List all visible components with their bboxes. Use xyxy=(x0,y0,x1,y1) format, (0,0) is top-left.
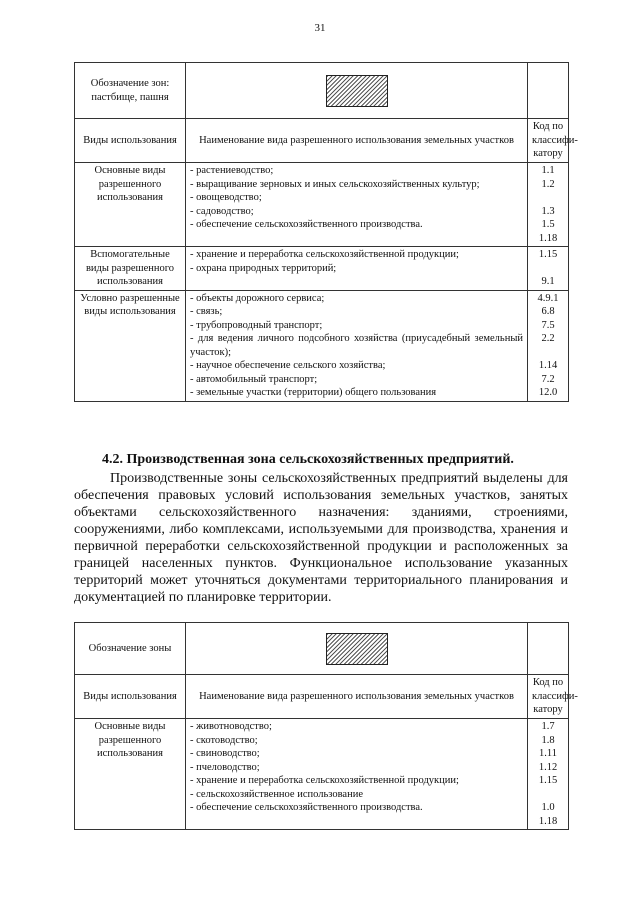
header-usage-name: Наименование вида разрешенного использования земельных участков xyxy=(186,675,528,719)
usage-code: 7.2 xyxy=(541,373,555,385)
group-codes xyxy=(528,290,569,401)
usage-code: 1.14 xyxy=(538,360,558,371)
group-row-main xyxy=(75,163,569,247)
usage-item: - пчеловодство; xyxy=(190,761,260,773)
usage-item: - земельные участки (территории) общего пользования xyxy=(190,387,437,398)
usage-item: - скотоводство; xyxy=(190,734,258,746)
usage-code: 4.9.1 xyxy=(537,292,559,304)
group-items xyxy=(186,247,528,291)
usage-code: 1.15 xyxy=(538,775,558,786)
usage-item: - связь; xyxy=(190,306,223,317)
zone-table-1 xyxy=(74,62,578,402)
usage-code: 1.0 xyxy=(541,802,555,813)
header-row xyxy=(75,675,569,719)
group-label: Условно разрешенные виды использования xyxy=(75,290,186,401)
group-items xyxy=(186,719,528,830)
group-codes xyxy=(528,719,569,830)
zone-label: Обозначение зон: пастбище, пашня xyxy=(75,63,186,119)
group-label: Основные виды разрешенного использования xyxy=(75,719,186,830)
group-row-auxiliary xyxy=(75,247,569,291)
usage-item: - объекты дорожного сервиса; xyxy=(190,292,325,304)
header-code: Код по классифи-катору xyxy=(528,675,569,719)
empty-cell xyxy=(528,623,569,675)
usage-code: 2.2 xyxy=(541,333,555,344)
usage-code: 9.1 xyxy=(541,276,555,287)
usage-code: 1.1 xyxy=(541,165,555,176)
usage-item: - садоводство; xyxy=(190,205,254,217)
usage-code: 7.5 xyxy=(541,319,555,331)
usage-code: 1.3 xyxy=(541,205,555,217)
usage-code: 6.8 xyxy=(541,306,555,317)
group-label: Основные виды разрешенного использования xyxy=(75,163,186,247)
group-items xyxy=(186,163,528,247)
usage-code: 1.5 xyxy=(541,219,555,230)
group-items xyxy=(186,290,528,401)
hatch-pattern-icon xyxy=(326,633,388,665)
usage-code: 1.12 xyxy=(538,761,558,773)
section-heading: 4.2. Производственная зона сельскохозяйственных предприятий. xyxy=(102,452,514,467)
zone-table-2 xyxy=(74,622,578,830)
group-codes xyxy=(528,247,569,291)
header-code: Код по классифи-катору xyxy=(528,119,569,163)
usage-code: 1.8 xyxy=(541,734,555,746)
header-usage-types: Виды использования xyxy=(75,675,186,719)
zone-label: Обозначение зоны xyxy=(75,623,186,675)
usage-code: 1.15 xyxy=(538,249,558,260)
usage-item: - охрана природных территорий; xyxy=(190,262,337,274)
usage-item: - хранение и переработка сельскохозяйственной продукции; xyxy=(190,775,459,786)
usage-item: - растениеводство; xyxy=(190,165,274,176)
usage-item: - обеспечение сельскохозяйственного производства. xyxy=(190,802,423,813)
group-label: Вспомогательные виды разрешенного использования xyxy=(75,247,186,291)
usage-item: - выращивание зерновых и иных сельскохозяйственных культур; xyxy=(190,178,480,190)
zone-designation-row xyxy=(75,623,569,675)
zone-hatch-cell xyxy=(186,63,528,119)
usage-item: - автомобильный транспорт; xyxy=(190,373,318,385)
zone-designation-row xyxy=(75,63,569,119)
group-row-conditional xyxy=(75,290,569,401)
usage-item: - для ведения личного подсобного хозяйства (приусадебный земельный участок); xyxy=(190,333,523,358)
usage-code: 1.18 xyxy=(538,232,558,244)
usage-item: - хранение и переработка сельскохозяйственной продукции; xyxy=(190,249,459,260)
header-row xyxy=(75,119,569,163)
usage-code: 1.11 xyxy=(539,748,557,759)
usage-code: 1.18 xyxy=(538,815,558,827)
group-row-main xyxy=(75,719,569,830)
header-usage-types: Виды использования xyxy=(75,119,186,163)
usage-item: - животноводство; xyxy=(190,721,272,732)
section-paragraph: Производственные зоны сельскохозяйственных предприятий выделены для обеспечения правовых условий использования земельных участков, занятых объектами сельскохозяйственного назначения: зданиями, строениями, сооружениями, либо комплексами, используемыми для производства, хранения и первичной переработки сельскохозяйственной продукции и расположенных за границей населенных пунктов. Функциональное использование указанных территорий может уточняться документами территориального планирования и документацией по планировке территории. xyxy=(74,471,568,605)
group-codes xyxy=(528,163,569,247)
usage-item: - свиноводство; xyxy=(190,748,260,759)
empty-cell xyxy=(528,63,569,119)
usage-code: 12.0 xyxy=(538,387,558,398)
usage-item: - обеспечение сельскохозяйственного производства. xyxy=(190,219,423,230)
hatch-pattern-icon xyxy=(326,75,388,107)
usage-code: 1.2 xyxy=(541,178,555,190)
usage-item: - научное обеспечение сельского хозяйства; xyxy=(190,360,386,371)
header-usage-name: Наименование вида разрешенного использования земельных участков xyxy=(186,119,528,163)
page-number: 31 xyxy=(314,22,326,34)
usage-item: - овощеводство; xyxy=(190,192,262,203)
usage-item: - сельскохозяйственное использование xyxy=(190,788,363,800)
zone-hatch-cell xyxy=(186,623,528,675)
usage-code: 1.7 xyxy=(541,721,555,732)
usage-item: - трубопроводный транспорт; xyxy=(190,319,323,331)
